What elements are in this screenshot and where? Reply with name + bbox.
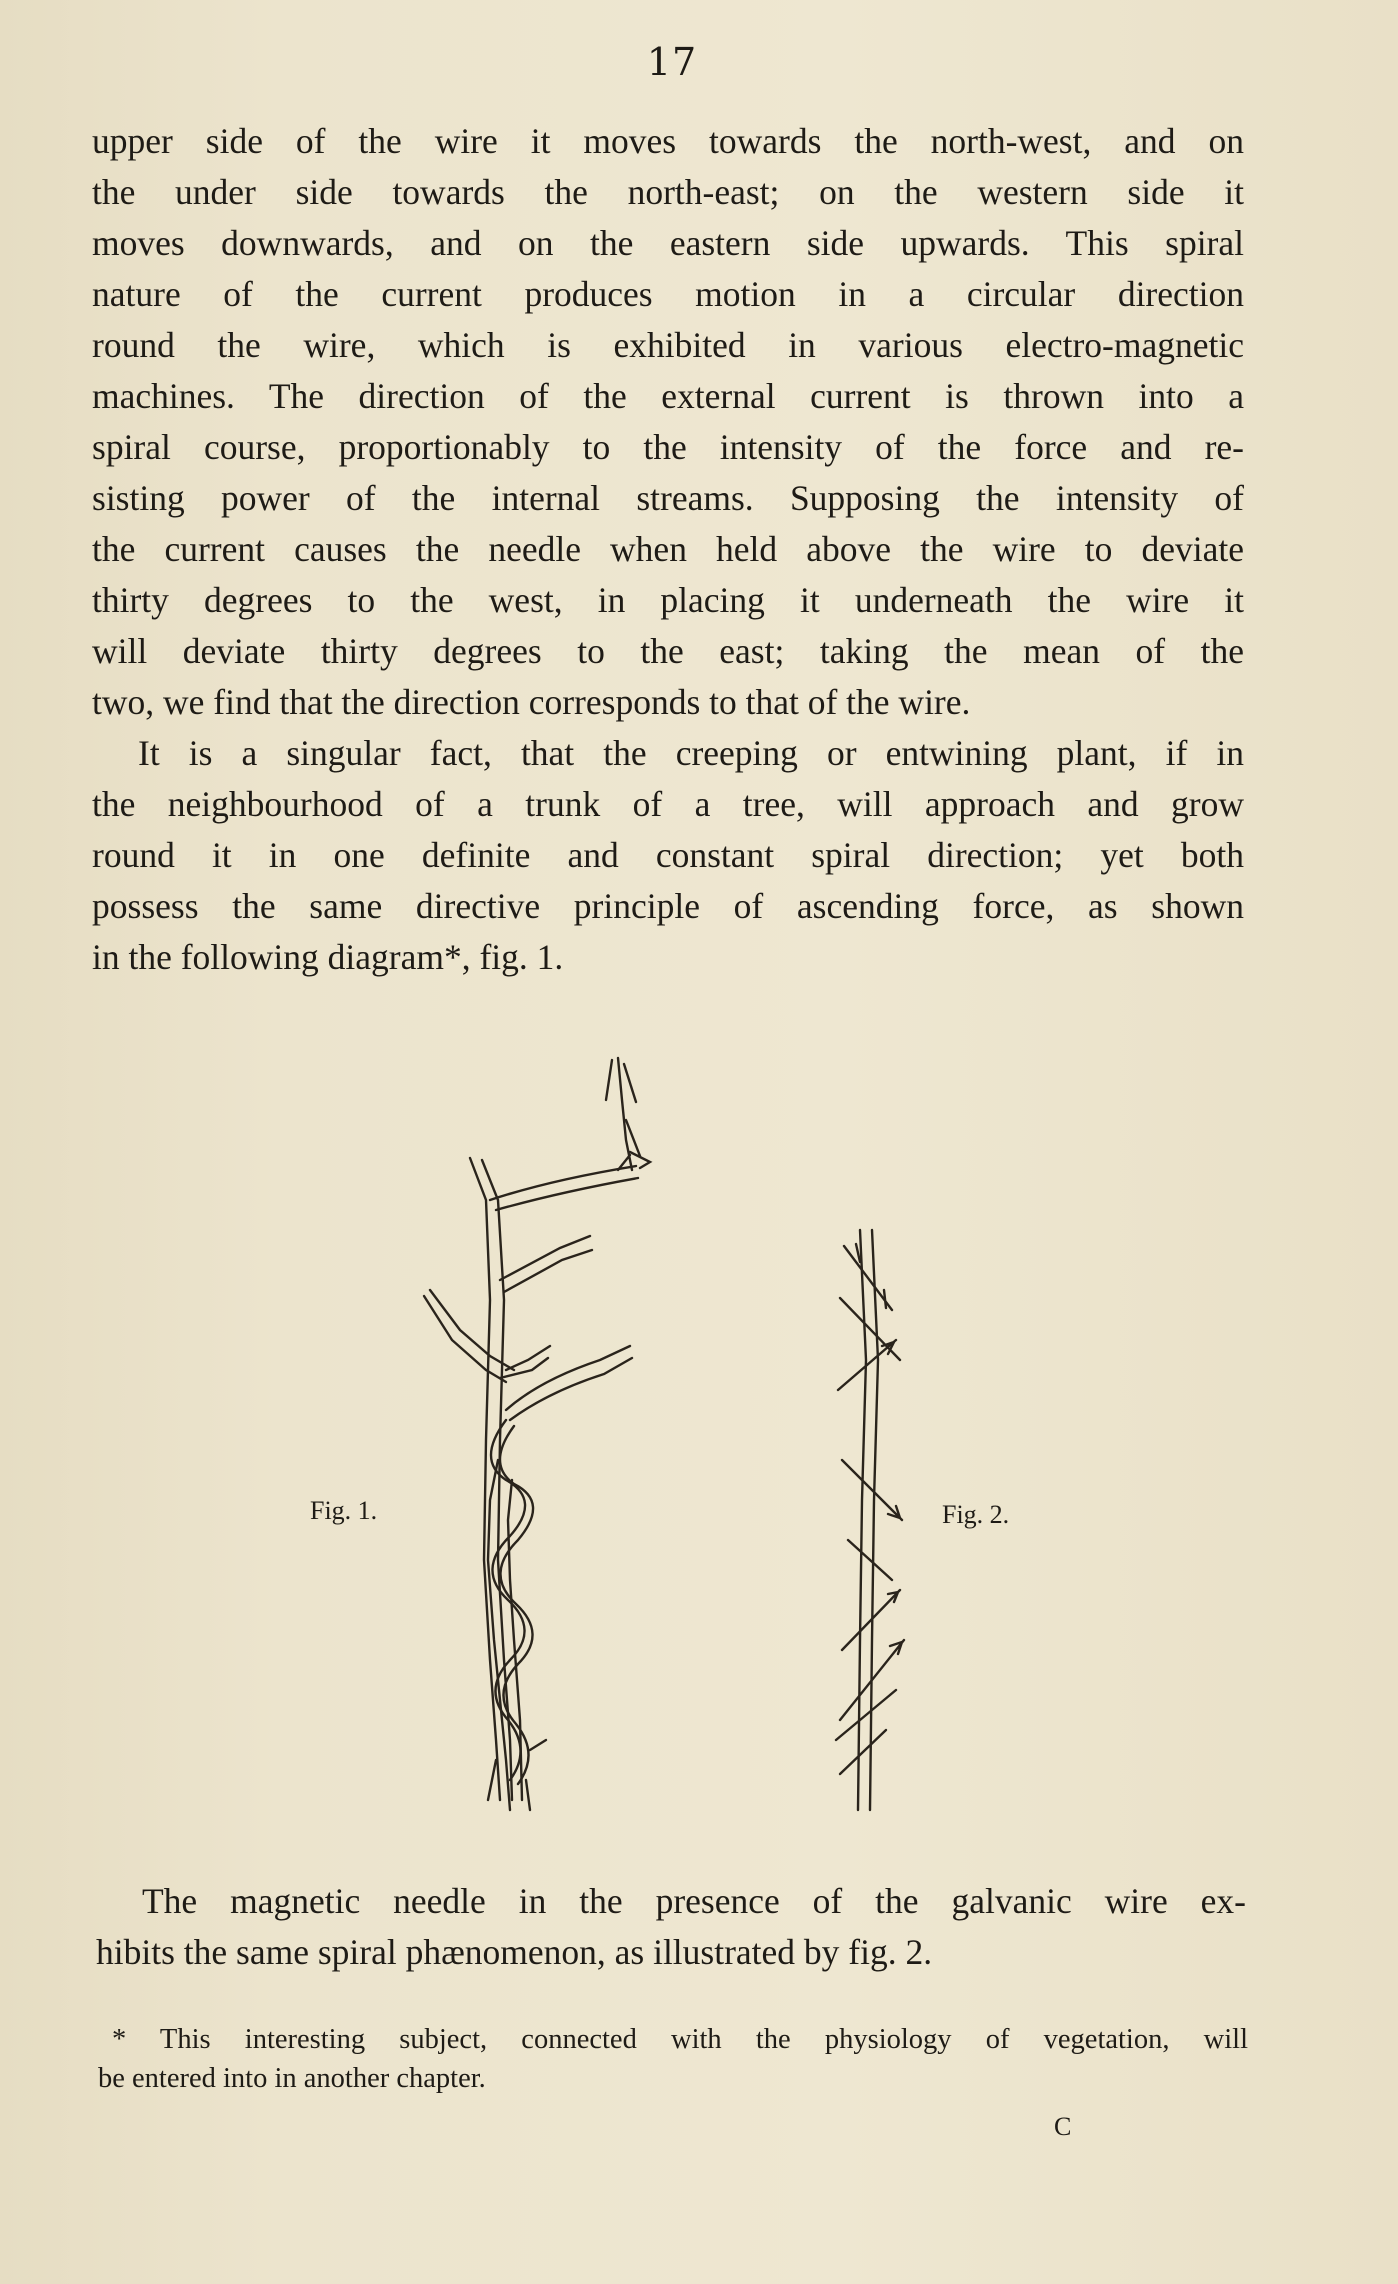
footnote-line: be entered into in another chapter. — [98, 2063, 486, 2094]
text-line: the neighbourhood of a trunk of a tree, will approach and grow — [92, 784, 1244, 824]
paragraph-spiral-current — [92, 116, 1244, 728]
spiral-diagram — [300, 1040, 1100, 1820]
text-line: the under side towards the north-east; on the western side it — [92, 172, 1244, 212]
footnote — [98, 2020, 1248, 2098]
text-line: machines. The direction of the external current is thrown into a — [92, 376, 1244, 416]
footnote-line: * This interesting subject, connected with the physiology of vegetation, will — [112, 2024, 1248, 2055]
text-line: will deviate thirty degrees to the east; taking the mean of the — [92, 631, 1244, 671]
text-line: It is a singular fact, that the creeping or entwining plant, if in — [138, 733, 1244, 773]
signature-mark: C — [1054, 2112, 1073, 2141]
page-number: 17 — [646, 40, 698, 84]
fig1-plant-and-trunk — [424, 1058, 650, 1810]
fig2-label: Fig. 2. — [942, 1500, 1010, 1529]
text-line: upper side of the wire it moves towards the north-west, and on — [92, 121, 1244, 161]
text-line: round it in one definite and constant spiral direction; yet both — [92, 835, 1244, 875]
fig2-magnetic-wire — [836, 1230, 904, 1810]
text-line: spiral course, proportionably to the intensity of the force and re- — [92, 427, 1244, 467]
text-line: nature of the current produces motion in a circular direction — [92, 274, 1244, 314]
text-line: hibits the same spiral phænomenon, as illustrated by fig. 2. — [96, 1932, 933, 1972]
fig1-label: Fig. 1. — [310, 1496, 378, 1525]
text-line: the current causes the needle when held above the wire to deviate — [92, 529, 1244, 569]
text-line: in the following diagram*, fig. 1. — [92, 937, 564, 977]
text-line: sisting power of the internal streams. Supposing the intensity of — [92, 478, 1244, 518]
text-line: moves downwards, and on the eastern side upwards. This spiral — [92, 223, 1244, 263]
text-line: possess the same directive principle of ascending force, as shown — [92, 886, 1244, 926]
paragraph-magnetic-needle — [96, 1876, 1246, 1978]
text-line: round the wire, which is exhibited in various electro-magnetic — [92, 325, 1244, 365]
paragraph-entwining-plant — [92, 728, 1244, 983]
text-line: two, we find that the direction corresponds to that of the wire. — [92, 682, 971, 722]
text-line: The magnetic needle in the presence of the galvanic wire ex- — [142, 1881, 1246, 1921]
text-line: thirty degrees to the west, in placing it underneath the wire it — [92, 580, 1244, 620]
